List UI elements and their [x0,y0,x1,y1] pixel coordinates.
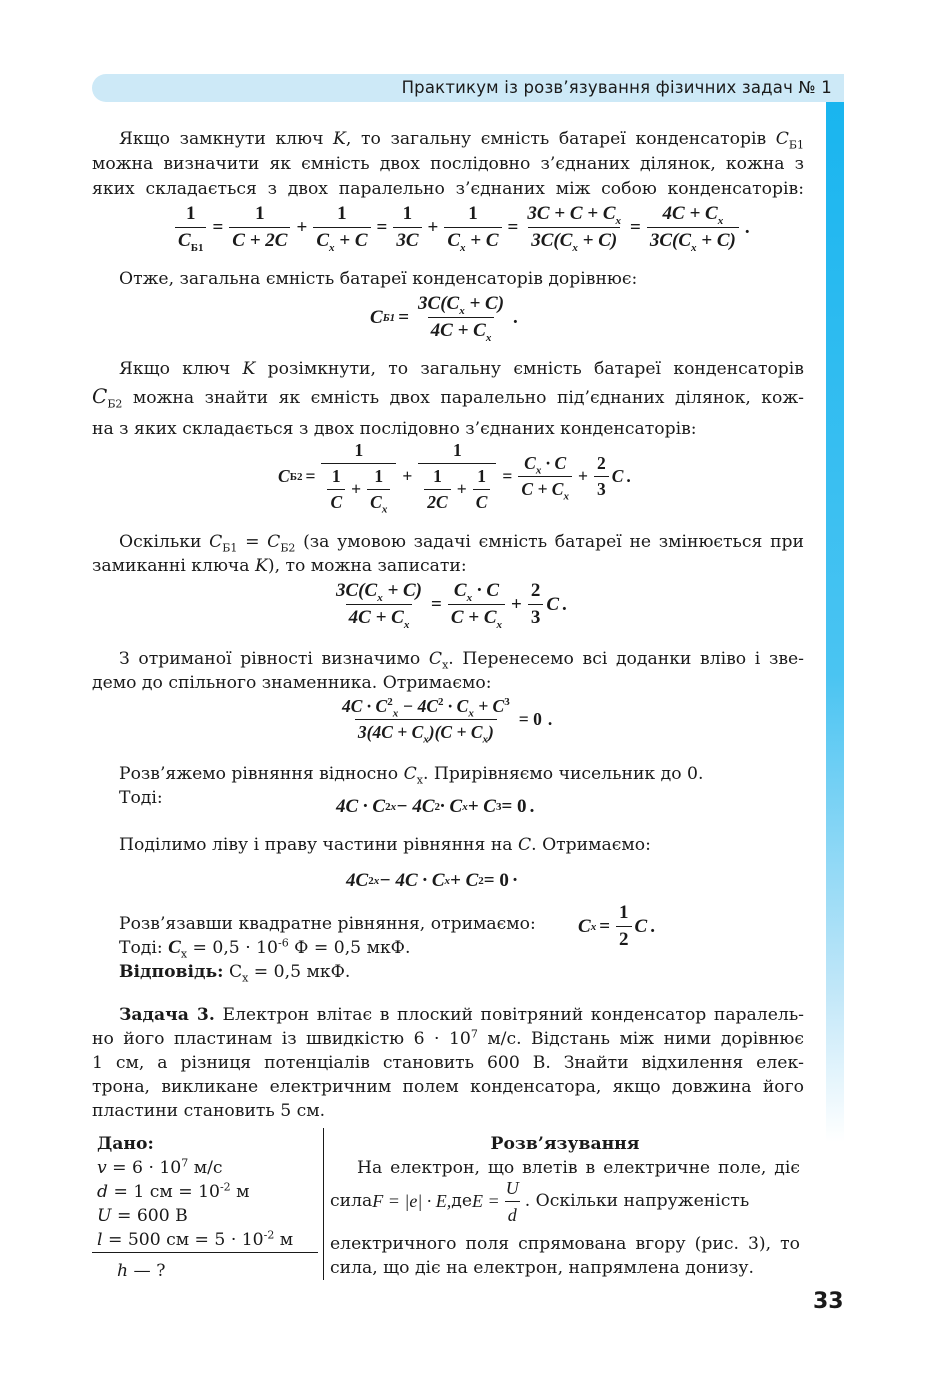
task3-line5: пластини становить 5 см. [92,1101,326,1121]
solution-line1: На електрон, що влетів в електричне поле, діє [357,1158,800,1178]
para3-line1: Якщо ключ K розімкнути, то загальну ємність батареї конденсаторів [119,359,804,379]
para8-line2: Тоді: $C_x = 0,5 \cdot 10^{-6}$ Ф = 0,5 мкФ. [119,936,411,961]
given-title: Дано: [97,1134,154,1154]
equation-4: $\frac{3C(C_x + C)}{4C + C_x}$ = $\frac{C_x \cdot C}{C + C_x}$ + $\frac{2}{3}$ C . [336,580,567,631]
para4-line2: замиканні ключа K), то можна записати: [92,556,467,576]
para3-line2: $C_{Б2}$ можна знайти як ємність двох паралельно під’єднаних ділянок, кож- [92,384,804,411]
para6-line1: Розв’яжемо рівняння відносно $C_x$. Прирівняємо чисельник до 0. [119,764,704,787]
running-header [92,74,844,102]
solution-line3: електричного поля спрямована вгору (рис. 3), то [330,1234,800,1254]
para4-line1: Оскільки $C_{Б1} = C_{Б2}$ (за умовою задачі ємність батареї не змінюється при [119,532,804,555]
given-distance: d = 1 см = $10^{-2}$ м [97,1180,250,1202]
table-divider-vertical [323,1128,324,1280]
task3-line1: Задача 3. Електрон влітає в плоский повітряний конденсатор паралель- [119,1005,804,1025]
para7-line1: Поділимо ліву і праву частини рівняння на C. Отримаємо: [119,835,651,855]
equation-3: C Б2 = 1 $\frac{1}{C}$ + $\frac{1}{C_x}$ + 1 $\frac{1}{2C}$ + $\frac{1}{C}$ = $\frac{C_x \cdot C}{C + C_x}$ + $\frac{2}{3}$ C . [278,440,631,516]
given-voltage: U = 600 В [97,1206,188,1226]
answer-formula: C x = $\frac{1}{2}$ C . [578,902,655,950]
para1-line1: Якщо замкнути ключ K, то загальну ємність батареї конденсаторів $C_{Б1}$ [119,129,804,152]
solution-line2: сила F = |e| · E, де E = $\frac{U}{d}$ . Оскільки напруженість [330,1177,750,1225]
equation-2: C Б1 = $\frac{3C(C_x + C)}{4C + C_x}$ . [370,293,518,344]
solution-title: Розв’язування [490,1134,640,1154]
table-divider-horizontal [92,1252,318,1253]
header-title: Практикум із розв’язування фізичних задач № 1 [401,78,832,97]
equation-5: $\frac{4C \cdot C^2_x - 4C^2 \cdot C_x + C^3}{3(4C + C_x)(C + C_x)}$ = 0 . [342,696,553,746]
para2-line1: Отже, загальна ємність батареї конденсаторів дорівнює: [119,269,638,289]
para8-line3: Відповідь: $C_x = 0,5$ мкФ. [119,962,351,985]
equation-1: $\frac{1}{C_{Б1}}$ = $\frac{1}{C + 2C}$ + $\frac{1}{C_x + C}$ = $\frac{1}{3C}$ + $\frac{1}{C_x + C}$ = $\frac{3C + C + C_x}{3C(C_x + C)}$ = $\frac{4C + C_x}{3C(C_x + C)}$ . [172,203,753,252]
task3-line3: 1 см, а різниця потенціалів становить 600 В. Знайти відхилення елек- [92,1053,804,1073]
solution-line4: сила, що діє на електрон, напрямлена донизу. [330,1258,754,1278]
equation-6: 4C · C 2 x − 4C 2 · C x + C 3 = 0 . [336,796,535,817]
given-length: l = 500 см = $5 \cdot 10^{-2}$ м [97,1228,294,1250]
given-unknown: h — ? [117,1261,166,1281]
para1-line2: можна визначити як ємність двох послідовно з’єднаних ділянок, кожна з [92,154,804,174]
para3-line3: на з яких складається з двох послідовно з’єднаних конденсаторів: [92,419,697,439]
task3-line2: но його пластинам із швидкістю $6 \cdot 10^7$ м/с. Відстань між ними дорівнює [92,1027,804,1049]
given-velocity: $v = 6 \cdot 10^7$ м/с [97,1156,223,1178]
page-number: 33 [813,1289,844,1314]
equation-7: 4C 2 x − 4C · C x + C 2 = 0 · [346,870,519,891]
task3-line4: трона, викликане електричним полем конденсатора, якщо довжина його [92,1077,804,1097]
para5-line2: демо до спільного знаменника. Отримаємо: [92,673,492,693]
side-accent-strip [826,102,844,1142]
para5-line1: З отриманої рівності визначимо $C_x$. Перенесемо всі доданки вліво і зве- [119,649,804,672]
para6-line2: Тоді: [119,788,163,808]
para8-line1: Розв’язавши квадратне рівняння, отримаємо: [119,914,536,934]
para1-line3: яких складається з двох паралельно з’єднаних між собою конденсаторів: [92,179,804,199]
